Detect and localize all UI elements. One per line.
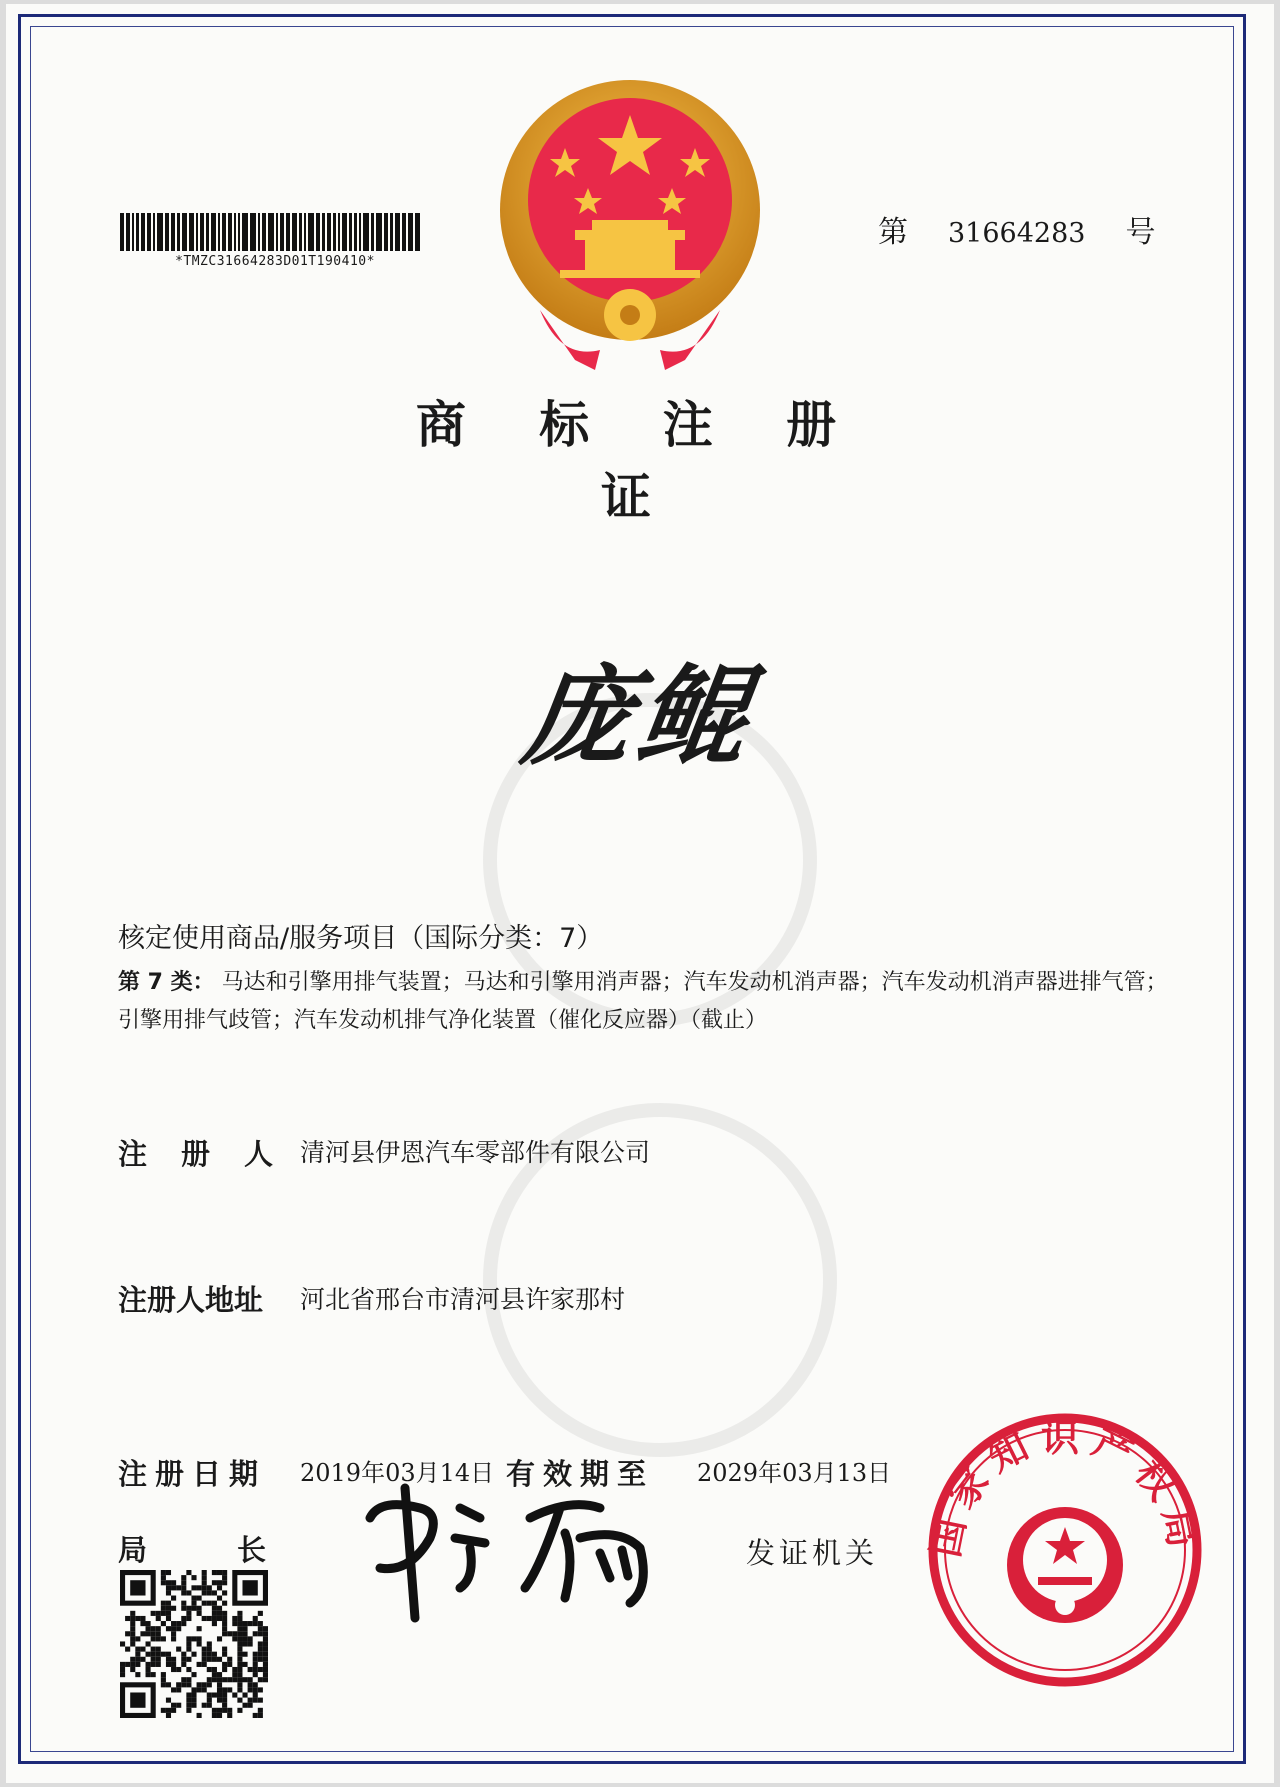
registrant-label: 注册人 [118,1137,308,1171]
seal-text: 国家知识产权局 [923,1415,1207,1561]
barcode-bar [250,213,256,251]
goods-class-label: 第 7 类： [118,970,215,995]
valid-until-value: 2029年03月13日 [697,1459,892,1487]
barcode-bar [408,213,413,251]
barcode-bar [141,213,145,251]
address-label: 注册人地址 [118,1283,264,1317]
seal-emblem-icon [1007,1507,1123,1623]
barcode-bar [157,213,163,251]
barcode-bar [120,213,124,251]
certificate-number-value: 31664283 [948,218,1086,249]
barcode-bar [234,213,236,251]
barcode-bar [132,213,134,251]
goods-list [118,964,1188,1040]
barcode-bar [371,213,374,251]
national-emblem-icon [480,70,780,370]
barcode-bar [363,213,369,251]
barcode-bar [384,213,388,251]
barcode-bar [402,213,406,251]
goods-heading: 核定使用商品/服务项目（国际分类：7） [118,923,604,954]
barcode-bar [182,213,187,251]
registration-date-value: 2019年03月14日 [300,1459,495,1487]
official-seal [920,1405,1210,1695]
certificate-number-suffix: 号 [1125,215,1156,250]
barcode-bar [211,213,216,251]
barcode-bar [349,213,352,251]
barcode-bar [258,213,260,251]
barcode-bar [136,213,139,251]
qr-code [120,1570,268,1718]
director-signature [360,1478,690,1628]
barcode-bar [171,213,175,251]
barcode-bar [153,213,155,251]
barcode-bar [242,213,248,251]
barcode-bar [333,213,336,251]
issuer-label: 发证机关 [746,1536,879,1570]
barcode-bar [238,213,240,251]
barcode [120,213,425,251]
barcode-bar [304,213,306,251]
barcode-bar [338,213,340,251]
barcode-bar [228,213,232,251]
barcode-bar [177,213,180,251]
barcode-bar [196,213,198,251]
barcode-bar [359,213,361,251]
barcode-bar [222,213,226,251]
barcode-bar [286,213,290,251]
barcode-text: *TMZC31664283D01T190410* [175,254,375,269]
barcode-bar [262,213,266,251]
barcode-bar [268,213,274,251]
barcode-bar [354,213,357,251]
barcode-bar [147,213,151,251]
barcode-bar [390,213,393,251]
registration-date-label: 注册日期 [118,1457,267,1491]
director-label: 局长 [118,1533,357,1567]
barcode-bar [280,213,284,251]
barcode-bar [316,213,320,251]
barcode-bar [189,213,194,251]
address-value: 河北省邢台市清河县许家那村 [300,1285,626,1314]
barcode-bar [342,213,347,251]
barcode-bar [376,213,382,251]
barcode-bar [395,213,400,251]
barcode-bar [200,213,204,251]
certificate-title: 商 标 注 册 证 [415,396,865,526]
barcode-bar [206,213,209,251]
barcode-bar [327,213,331,251]
barcode-bar [126,213,130,251]
certificate-number [878,207,1155,251]
barcode-bar [308,213,314,251]
barcode-bar [276,213,278,251]
valid-until-label: 有效期至 [506,1457,655,1491]
barcode-bar [218,213,220,251]
barcode-bar [299,213,302,251]
trademark-word: 庞鲲 [515,654,762,780]
barcode-bar [292,213,297,251]
barcode-bar [165,213,169,251]
barcode-bar [322,213,325,251]
barcode-bar [415,213,420,251]
goods-items: 马达和引擎用排气装置；马达和引擎用消声器；汽车发动机消声器；汽车发动机消声器进排气管；引擎用排气歧管；汽车发动机排气净化装置（催化反应器）（截止） [118,970,1168,1033]
certificate-number-prefix: 第 [878,215,908,250]
registrant-value: 清河县伊恩汽车零部件有限公司 [300,1138,651,1167]
